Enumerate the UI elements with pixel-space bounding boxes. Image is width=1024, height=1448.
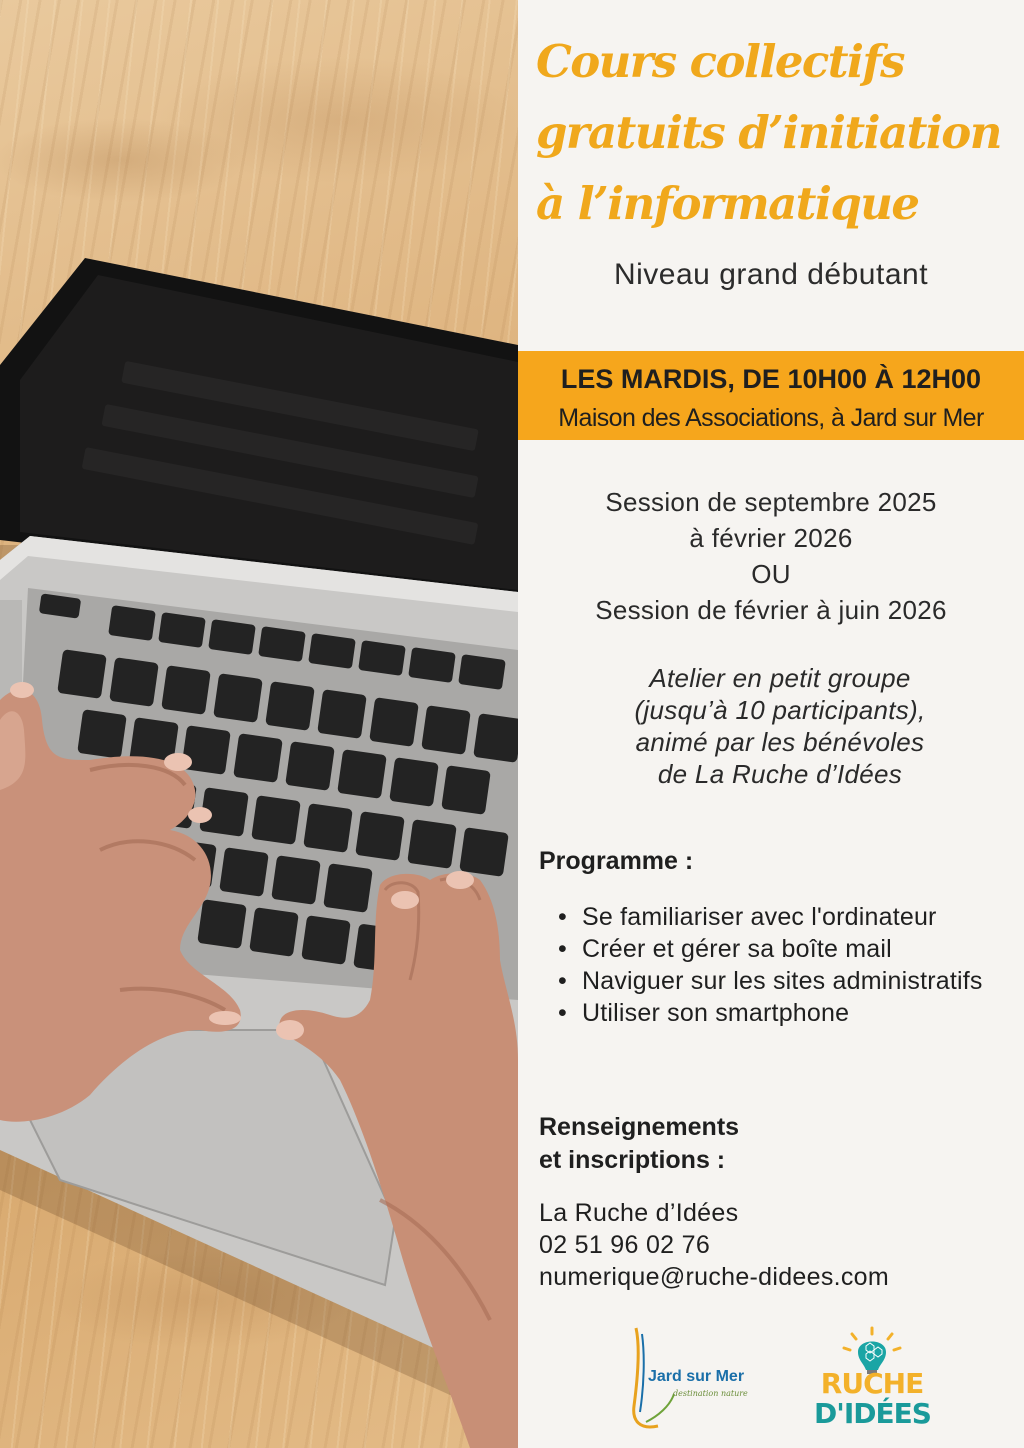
- contact-block: [539, 1197, 889, 1293]
- ruche-logo-line-2: D'IDÉES: [814, 1397, 931, 1430]
- programme-item: • Se familiariser avec l'ordinateur: [558, 901, 1024, 933]
- sessions-block: [518, 484, 1024, 628]
- ruche-logo-line-1: RUCHE: [820, 1367, 924, 1400]
- info-heading-line-2: et inscriptions :: [539, 1146, 726, 1174]
- workshop-line: (jusqu’à 10 participants),: [634, 695, 926, 725]
- workshop-line: animé par les bénévoles: [635, 727, 925, 757]
- programme-item: • Utiliser son smartphone: [558, 997, 1024, 1029]
- schedule-time: LES MARDIS, DE 10H00 À 12H00: [560, 364, 982, 394]
- level-subtitle: Niveau grand débutant: [613, 258, 929, 291]
- session-or: OU: [751, 559, 791, 589]
- ruche-didees-logo: [814, 1326, 934, 1446]
- title-line-3: à l’informatique: [536, 177, 919, 230]
- info-heading-line-1: Renseignements: [539, 1113, 740, 1141]
- contact-phone[interactable]: 02 51 96 02 76: [539, 1231, 711, 1259]
- jard-sur-mer-logo: [618, 1326, 798, 1436]
- programme-item: • Créer et gérer sa boîte mail: [558, 933, 1024, 965]
- programme-list: [558, 901, 1024, 1029]
- title-line-2: gratuits d’initiation: [536, 106, 1001, 159]
- contact-email[interactable]: numerique@ruche-didees.com: [539, 1263, 890, 1291]
- schedule-place: Maison des Associations, à Jard sur Mer: [558, 404, 984, 432]
- workshop-description: [518, 662, 1024, 790]
- programme-item: • Naviguer sur les sites administratifs: [558, 965, 1024, 997]
- schedule-banner: [518, 351, 1024, 440]
- session-line: Session de septembre 2025: [605, 487, 937, 517]
- session-line: à février 2026: [689, 523, 853, 553]
- title-line-1: Cours collectifs: [536, 35, 904, 88]
- programme-heading: Programme :: [539, 847, 694, 875]
- poster-title: [536, 26, 1022, 239]
- info-heading: [539, 1111, 739, 1177]
- session-line: Session de février à juin 2026: [595, 595, 947, 625]
- workshop-line: de La Ruche d’Idées: [657, 759, 903, 789]
- workshop-line: Atelier en petit groupe: [649, 663, 911, 693]
- jard-logo-tagline: destination nature: [673, 1389, 748, 1398]
- content-panel: [518, 0, 1024, 1448]
- contact-org: La Ruche d’Idées: [539, 1199, 739, 1227]
- jard-logo-name: Jard sur Mer: [648, 1368, 745, 1385]
